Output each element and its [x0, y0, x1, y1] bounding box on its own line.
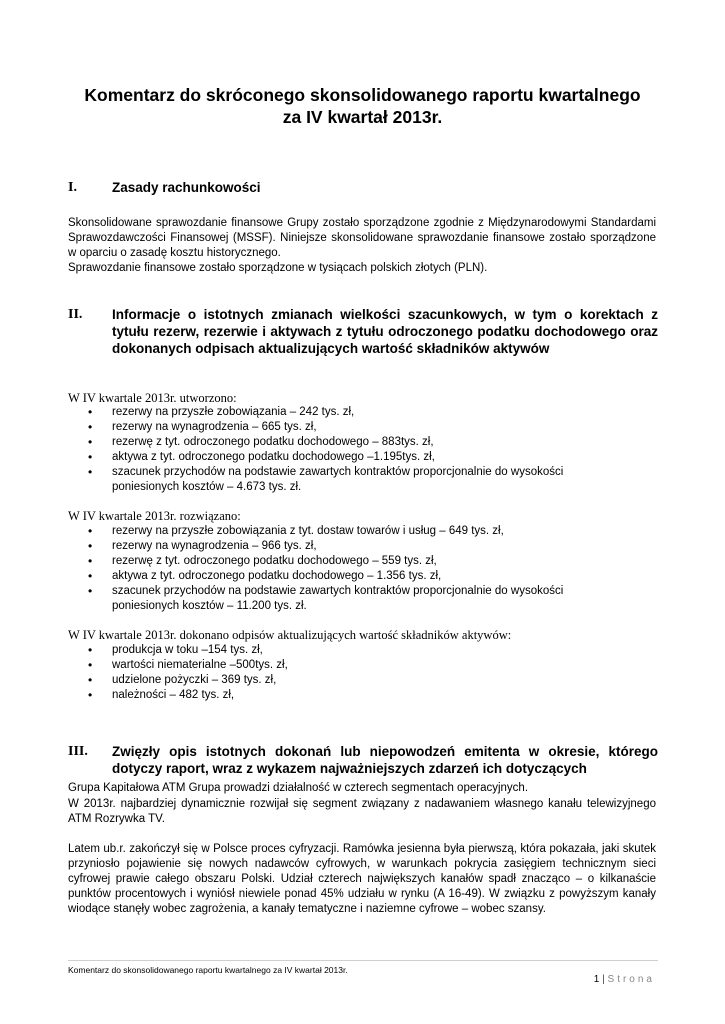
- bullet-icon: •: [88, 524, 93, 538]
- bullet-icon: •: [88, 569, 93, 583]
- writeoff-intro: W IV kwartale 2013r. dokonano odpisów aktualizujących wartość składników aktywów:: [68, 628, 512, 642]
- list-item: • szacunek przychodów na podstawie zawartych kontraktów proporcjonalnie do wysokości poniesionych kosztów – 11.200 tys. zł.: [88, 584, 564, 612]
- list-item: • wartości niematerialne –500tys. zł,: [88, 658, 288, 672]
- title-line-1: Komentarz do skróconego skonsolidowanego raportu kwartalnego: [84, 85, 641, 105]
- dissolved-list: [68, 524, 628, 614]
- title-line-2: za IV kwartał 2013r.: [282, 107, 443, 127]
- list-item: • aktywa z tyt. odroczonego podatku dochodowego –1.195tys. zł,: [88, 450, 435, 464]
- dissolved-intro: W IV kwartale 2013r. rozwiązano:: [68, 509, 241, 523]
- section-2-title: Informacje o istotnych zmianach wielkości szacunkowych, w tym o korektach z tytułu rezerw, rezerwie i aktywach z tytułu odroczonego podatku dochodowego oraz dokonanych odpisach aktualizujących wartość składników aktywów: [112, 307, 658, 356]
- bullet-icon: •: [88, 584, 93, 598]
- list-item: • udzielone pożyczki – 369 tys. zł,: [88, 673, 277, 687]
- created-list: [68, 405, 628, 495]
- list-item: • należności – 482 tys. zł,: [88, 688, 235, 702]
- list-item: • produkcja w toku –154 tys. zł,: [88, 643, 263, 657]
- list-item: • szacunek przychodów na podstawie zawartych kontraktów proporcjonalnie do wysokości poniesionych kosztów – 4.673 tys. zł.: [88, 465, 564, 493]
- bullet-icon: •: [88, 435, 93, 449]
- bullet-icon: •: [88, 450, 93, 464]
- list-item: • rezerwy na przyszłe zobowiązania z tyt. dostaw towarów i usług – 649 tys. zł,: [88, 524, 504, 538]
- section-2-number: II.: [68, 307, 83, 322]
- list-item: • rezerwy na wynagrodzenia – 966 tys. zł,: [88, 539, 317, 553]
- list-item: • rezerwę z tyt. odroczonego podatku dochodowego – 883tys. zł,: [88, 435, 434, 449]
- writeoff-list: [68, 643, 628, 703]
- footer-divider: [68, 960, 658, 961]
- footer-text: Komentarz do skonsolidowanego raportu kwartalnego za IV kwartał 2013r.: [68, 965, 348, 975]
- bullet-icon: •: [88, 539, 93, 553]
- list-item: • aktywa z tyt. odroczonego podatku dochodowego – 1.356 tys. zł,: [88, 569, 442, 583]
- bullet-icon: •: [88, 673, 93, 687]
- bullet-icon: •: [88, 688, 93, 702]
- section-3-paragraph-1: Grupa Kapitałowa ATM Grupa prowadzi działalność w czterech segmentach operacyjnych.: [68, 782, 529, 794]
- bullet-icon: •: [88, 658, 93, 672]
- section-1-heading: [68, 179, 658, 196]
- page-number-separator: |: [602, 974, 605, 985]
- bullet-icon: •: [88, 420, 93, 434]
- bullet-icon: •: [88, 643, 93, 657]
- section-3-paragraph-3: Latem ub.r. zakończył się w Polsce proces cyfryzacji. Ramówka jesienna była pierwszą, która pokazała, jaki skutek przyniosło pojawienie się nowych nadawców cyfrowych, w warunkach pokrycia zasięgiem technicznym sieci cyfrowej prawie całego obszaru Polski. Udział czterech największych kanałów spadł znacząco – o kilkanaście punktów procentowych i wyniósł niewiele ponad 45% udziału w rynku (A 16-49). W związku z powyższym kanały wiodące stanęły wobec zagrożenia, a kanały tematyczne i naziemne cyfrowe – wobec szansy.: [68, 843, 656, 915]
- bullet-icon: •: [88, 465, 93, 479]
- section-1-paragraph-2: Sprawozdanie finansowe zostało sporządzone w tysiącach polskich złotych (PLN).: [68, 262, 488, 274]
- list-item: • rezerwy na wynagrodzenia – 665 tys. zł,: [88, 420, 317, 434]
- section-3-heading: [68, 743, 658, 777]
- bullet-icon: •: [88, 554, 93, 568]
- document-title: [40, 84, 685, 128]
- created-intro: W IV kwartale 2013r. utworzono:: [68, 391, 237, 405]
- page-number-label: Strona: [607, 974, 655, 985]
- section-3-paragraph-2: W 2013r. najbardziej dynamicznie rozwijał się segment związany z nadawaniem własnego kanału telewizyjnego ATM Rozrywka TV.: [68, 798, 656, 825]
- list-item: • rezerwę z tyt. odroczonego podatku dochodowego – 559 tys. zł,: [88, 554, 437, 568]
- section-3-title: Zwięzły opis istotnych dokonań lub niepowodzeń emitenta w okresie, którego dotyczy raport, wraz z wykazem najważniejszych zdarzeń ich dotyczących: [112, 744, 658, 776]
- section-1-number: I.: [68, 180, 77, 195]
- section-2-heading: [68, 306, 658, 357]
- section-1-title: Zasady rachunkowości: [112, 180, 261, 195]
- list-item: • rezerwy na przyszłe zobowiązania – 242 tys. zł,: [88, 405, 355, 419]
- section-3-number: III.: [68, 744, 88, 759]
- bullet-icon: •: [88, 405, 93, 419]
- page-number: [594, 974, 655, 986]
- page-number-value: 1: [593, 974, 600, 985]
- section-1-paragraph-1: Skonsolidowane sprawozdanie finansowe Grupy zostało sporządzone zgodnie z Międzynarodowymi Standardami Sprawozdawczości Finansowej (MSSF). Niniejsze skonsolidowane sprawozdanie finansowe zostało sporządzone w oparciu o zasadę kosztu historycznego.: [68, 217, 656, 259]
